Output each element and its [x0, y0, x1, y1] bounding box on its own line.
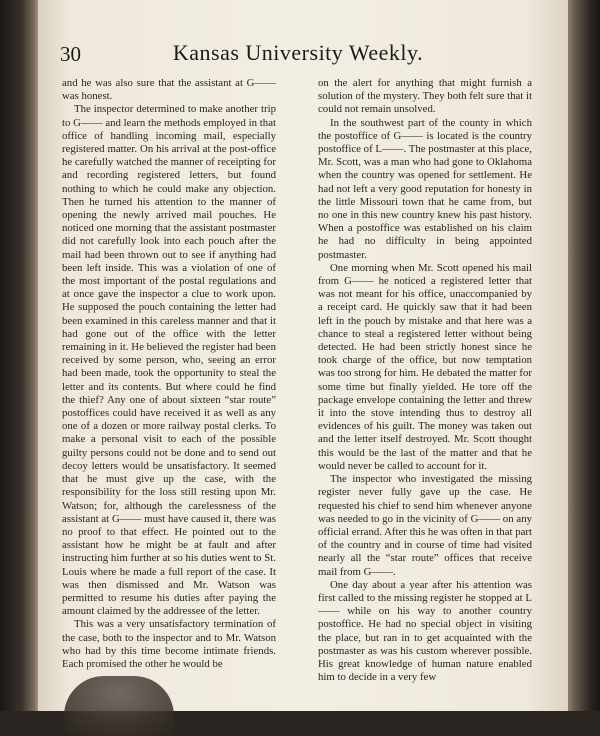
page-number: 30: [60, 42, 81, 66]
book-binding-left: [0, 0, 40, 711]
left-text-column: [62, 77, 276, 671]
paragraph: One day about a year after his attention was first called to the missing register he stopped at L—— while on his way to another country postoffice. He had no special object in visiting the place, but ran in to get acquainted with the postmaster as was his custom wherever possible. His great knowledge of human nature enabled him to decide in a very few: [318, 578, 532, 684]
paragraph: and he was also sure that the assistant at G—— was honest.: [62, 77, 276, 103]
paragraph: on the alert for anything that might furnish a solution of the mystery. They both felt sure that it could not remain unsolved.: [318, 77, 532, 116]
page-header: [60, 40, 500, 70]
paragraph: The inspector who investigated the missing register never fully gave up the case. He requested his chief to send him whenever anyone was needed to go in the vicinity of G—— on any official errand. After this he was often in that part of the country and in course of time had visited nearly all the “star route” offices that receive mail from G——.: [318, 473, 532, 578]
paragraph: In the southwest part of the county in which the postoffice of G—— is located is the country postoffice of L——. The postmaster at this place, Mr. Scott, was a man who had gone to Oklahoma when the country was opened for settlement. He had not left a very good reputation for honesty in the little Missouri town that he came from, but no one in this new country knew his past history. When a postoffice was established on his claim he had no difficulty in being appointed postmaster.: [318, 116, 532, 261]
running-title: Kansas University Weekly.: [172, 40, 424, 65]
book-page-edge: [568, 0, 600, 711]
paragraph: One morning when Mr. Scott opened his mail from G—— he noticed a registered letter that was not meant for his office, unaccompanied by a receipt card. He quickly saw that it had been left in the pouch by mistake and that here was a chance to steal a registered letter without being detected. He had been strictly honest since he took charge of the office, but now temptation was too strong for him. He debated the matter for some time but finally yielded. He tore off the package envelope containing the letter and threw it into the stove intending thus to destroy all evidences of his guilt. The money was taken out and the letter itself destroyed. Mr. Scott thought this would be the last of the matter and that he would never be called to account for it.: [318, 261, 532, 472]
thumb-shadow: [64, 676, 174, 736]
right-text-column: [318, 77, 532, 684]
paragraph: This was a very unsatisfactory termination of the case, both to the inspector and to Mr. Watson who had by this time become intimate friends. Each promised the other he would be: [62, 618, 276, 670]
paragraph: The inspector determined to make another trip to G—— and learn the methods employed in that office of handling incoming mail, especially registered matter. On his arrival at the post-office he carefully watched the manner of receipting for and recording registered letters, but found nothing to which he could make any objection. Then he turned his attention to the manner of opening the newly arrived mail pouches. He noticed one morning that the assistant postmaster did not carefully look into each pouch after the mail had been thrown out to see if anything had been left inside. This was a violation of one of the most important of the postal regulations and at once gave the inspector a clue to work upon. He supposed the pouch containing the letter had been examined in this careless manner and that it had gone out of the office with the letter remaining in it. He believed the register had been received by some person, who, seeing an error had been made, took the opportunity to steal the letter and its contents. But where could he find the thief? Any one of about sixteen “star route” postoffices could have received it as well as any one of a dozen or more railway postal clerks. To make a personal visit to each of the possible guilty persons could not be done and to send out decoy letters would be unsatisfactory. It seemed that he must give up the case, with the responsibility for the loss still resting upon Mr. Watson; for, although the carelessness of the assistant at G—— must have caused it, there was no proof to that effect. He pointed out to the assistant how he might be at fault and after instructing him further at so his duties went to St. Louis where he made a full report of the case. It was then dismissed and Mr. Watson was permitted to resume his duties after paying the amount claimed by the addressee of the letter.: [62, 103, 276, 618]
